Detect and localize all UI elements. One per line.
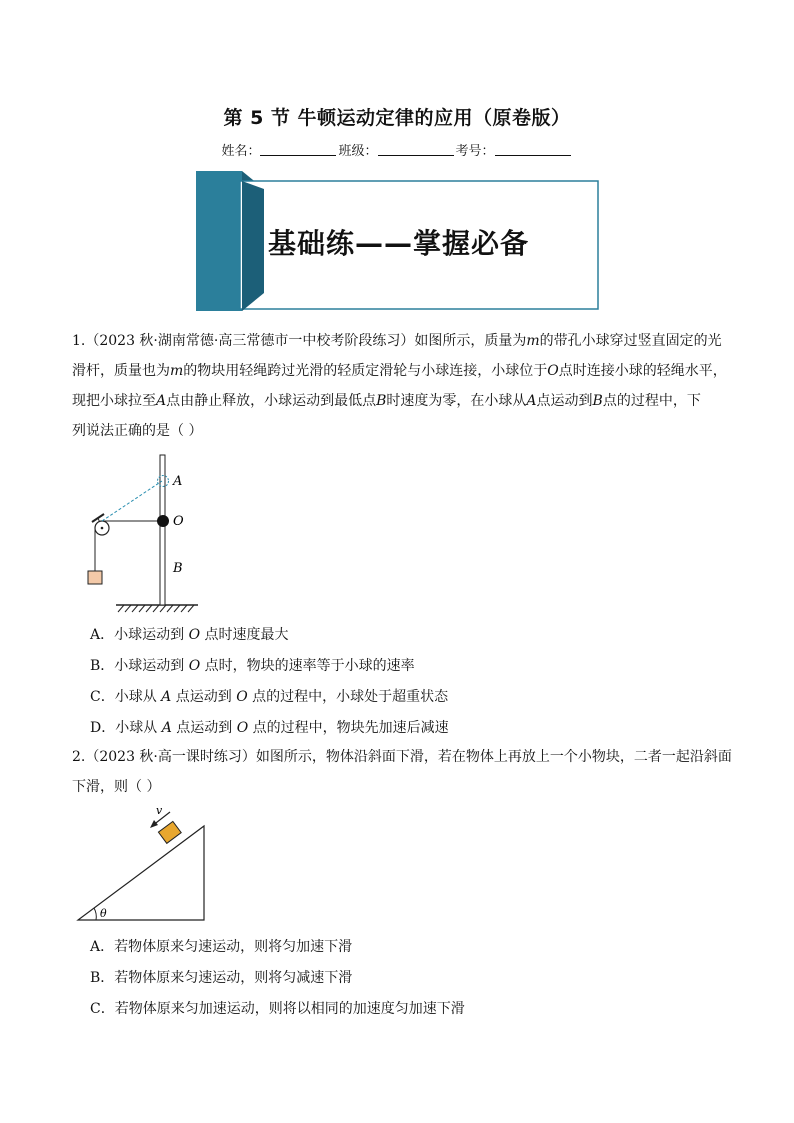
student-info-fields — [0, 140, 794, 159]
q1-option-b[interactable]: B．小球运动到 O 点时，物块的速率等于小球的速率 — [90, 658, 415, 674]
label-theta: θ — [100, 907, 107, 920]
ground-hatching — [118, 605, 194, 612]
banner-inner-panel — [242, 181, 264, 311]
q2-option-c[interactable]: C．若物体原来匀加速运动，则将以相同的加速度匀加速下滑 — [90, 1001, 465, 1017]
q1-option-a[interactable]: A．小球运动到 O 点时速度最大 — [90, 627, 289, 643]
question-2-text — [72, 742, 732, 802]
q1-pulley-figure — [78, 450, 238, 615]
q1-option-c[interactable]: C．小球从 A 点运动到 O 点的过程中，小球处于超重状态 — [90, 689, 449, 705]
id-label: 考号： — [455, 144, 495, 159]
vertical-rod — [160, 455, 165, 605]
label-o: O — [173, 514, 184, 529]
class-blank[interactable] — [378, 143, 454, 156]
ball-position-o — [157, 515, 169, 527]
q2-incline-figure — [74, 806, 210, 924]
name-label: 姓名： — [221, 144, 261, 159]
q1-line: 列说法正确的是（ ） — [72, 423, 203, 439]
banner-teal-ribbon — [196, 171, 242, 311]
q1-option-d[interactable]: D．小球从 A 点运动到 O 点的过程中，物块先加速后减速 — [90, 720, 449, 736]
name-blank[interactable] — [260, 143, 336, 156]
q1-line: 滑杆，质量也为m的物块用轻绳跨过光滑的轻质定滑轮与小球连接，小球位于O点时连接小球的轻绳水平， — [72, 363, 727, 379]
q2-line: 下滑，则（ ） — [72, 779, 161, 795]
id-blank[interactable] — [495, 143, 571, 156]
pulley-axle — [101, 527, 104, 530]
q1-line: 1.（2023 秋·湖南常德·高三常德市一中校考阶段练习）如图所示，质量为m的带孔小球穿过竖直固定的光 — [72, 333, 722, 349]
label-a: A — [173, 474, 183, 489]
page-title: 第 5 节 牛顿运动定律的应用（原卷版） — [223, 107, 571, 129]
q2-option-b[interactable]: B．若物体原来匀速运动，则将匀减速下滑 — [90, 970, 353, 986]
q1-line: 现把小球拉至A点由静止释放，小球运动到最低点B时速度为零，在小球从A点运动到B点的过程中，下 — [72, 393, 701, 409]
label-v: v — [156, 806, 163, 817]
question-1-text — [72, 326, 732, 446]
banner-title: 基础练——掌握必备 — [268, 227, 530, 260]
q2-line: 2.（2023 秋·高一课时练习）如图所示，物体沿斜面下滑，若在物体上再放上一个小物块，二者一起沿斜面 — [72, 749, 732, 765]
q2-option-a[interactable]: A．若物体原来匀速运动，则将匀加速下滑 — [90, 939, 353, 955]
hanging-block — [88, 571, 102, 584]
velocity-arrowhead — [150, 820, 158, 828]
label-b: B — [173, 561, 183, 576]
rope-dashed-to-a — [102, 481, 162, 521]
incline — [78, 826, 204, 920]
class-label: 班级： — [338, 144, 378, 159]
sliding-block — [158, 821, 181, 843]
